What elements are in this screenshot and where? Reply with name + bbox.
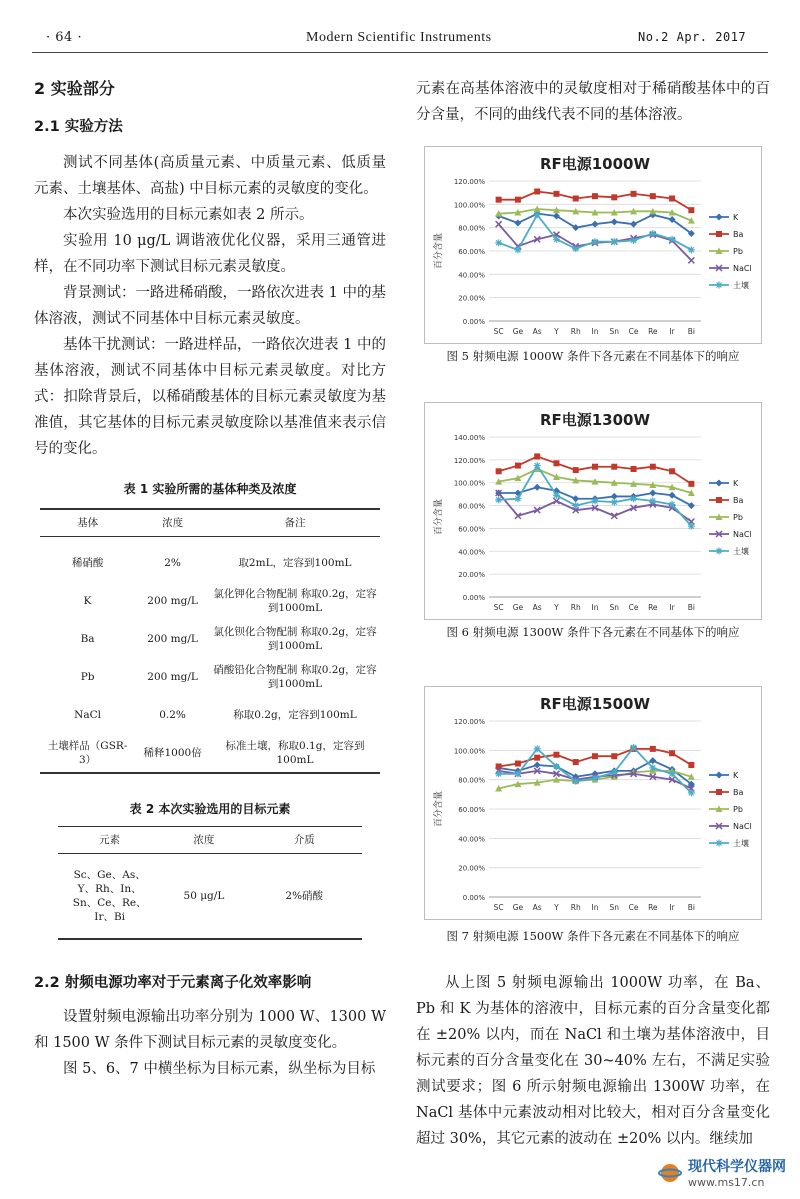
data-point <box>688 257 694 263</box>
data-point <box>649 498 656 505</box>
data-point <box>611 464 617 470</box>
legend-label: Pb <box>733 513 743 522</box>
paragraph: 元素在高基体溶液中的灵敏度相对于稀硝酸基体中的百分含量，不同的曲线代表不同的基体溶液。 <box>416 81 770 123</box>
data-point <box>572 495 579 502</box>
table-row <box>40 658 380 696</box>
y-tick-label: 20.00% <box>458 571 485 580</box>
legend-label: Pb <box>733 805 743 814</box>
table-cell: 氯化钡化合物配制 称取0.2g，定容到1000mL <box>213 626 377 652</box>
table-header: 介质 <box>246 827 362 854</box>
y-tick-label: 40.00% <box>458 835 485 844</box>
data-point <box>688 246 695 253</box>
table-1-grid <box>40 508 380 774</box>
data-point <box>649 490 656 497</box>
table-cell: K <box>83 595 92 607</box>
data-point <box>553 492 560 499</box>
data-point <box>592 498 599 505</box>
data-point <box>716 497 722 503</box>
x-tick-label: Sn <box>609 603 620 612</box>
data-point <box>553 498 559 504</box>
table-2-caption: 表 2 本次实验选用的目标元素 <box>129 802 291 816</box>
x-tick-label: In <box>591 903 599 912</box>
data-point <box>592 238 599 245</box>
y-tick-label: 100.00% <box>453 201 485 210</box>
paragraph: 从上图 5 射频电源输出 1000W 功率，在 Ba、Pb 和 K 为基体的溶液中，目标元素的百分含量变化都在 ±20% 以内，而在 NaCl 和土壤为基体溶液中，目标元素的百分含量变化在 30~40% 左右，不满足实验测试要求；图 6 所示射频电源输出 1300W 功率，在 NaCl 基体中元素波动相对比较大，相对百分含量变化超过 30%，其它元素的波动在 ±20% 以内。继续加 <box>416 975 770 1147</box>
data-point <box>716 548 723 555</box>
table-1-caption: 表 1 实验所需的基体种类及浓度 <box>123 482 297 496</box>
fig6-caption: 图 6 射频电源 1300W 条件下各元素在不同基体下的响应 <box>446 625 740 639</box>
data-point <box>716 480 723 487</box>
table-row <box>40 696 380 734</box>
table-cell: 稀硝酸 <box>71 557 104 569</box>
right-column-body <box>416 970 770 1152</box>
chart-fig5 <box>424 146 762 344</box>
y-tick-label: 20.00% <box>458 864 485 873</box>
data-point <box>716 214 723 221</box>
data-point <box>611 194 617 200</box>
data-point <box>649 764 656 771</box>
data-point <box>495 239 502 246</box>
data-point <box>669 196 675 202</box>
section-2-title: 2 实验部分 <box>34 79 115 98</box>
x-tick-label: Ce <box>628 603 639 612</box>
x-tick-label: As <box>532 603 542 612</box>
data-point <box>495 770 502 777</box>
x-tick-label: Ir <box>669 603 675 612</box>
chart-title: RF电源1000W <box>539 155 651 173</box>
paragraph: 设置射频电源输出功率分别为 1000 W、1300 W 和 1500 W 条件下测试目标元素的灵敏度变化。 <box>34 1009 386 1051</box>
table-2 <box>34 796 386 940</box>
y-axis-label: 百分含量 <box>434 232 444 270</box>
x-tick-label: In <box>591 603 599 612</box>
y-tick-label: 80.00% <box>458 502 485 511</box>
data-point <box>514 246 521 253</box>
y-tick-label: 120.00% <box>453 456 485 465</box>
data-point <box>553 460 559 466</box>
y-tick-label: 40.00% <box>458 548 485 557</box>
data-point <box>553 752 559 758</box>
legend-label: K <box>733 479 739 488</box>
paragraph: 背景测试：一路进稀硝酸，一路依次进表 1 中的基体溶液，测试不同基体中目标元素灵敏度。 <box>34 285 386 327</box>
legend-label: Ba <box>733 230 744 239</box>
table-cell: 200 mg/L <box>147 633 198 645</box>
table-cell: 称取0.2g，定容到100mL <box>233 709 357 721</box>
data-point <box>592 221 599 228</box>
data-point <box>534 745 541 752</box>
table-row <box>40 734 380 773</box>
data-point <box>496 468 502 474</box>
table-cell: 土壤样品（GSR-3） <box>40 734 135 773</box>
x-tick-label: Ce <box>628 903 639 912</box>
y-tick-label: 40.00% <box>458 271 485 280</box>
x-tick-label: Re <box>648 603 658 612</box>
data-point <box>515 197 521 203</box>
x-tick-label: Bi <box>687 903 695 912</box>
data-point <box>669 770 676 777</box>
x-tick-label: In <box>591 327 599 336</box>
data-point <box>611 238 618 245</box>
y-tick-label: 0.00% <box>462 594 485 602</box>
x-tick-label: As <box>532 327 542 336</box>
issue-info: No.2 Apr. 2017 <box>638 30 747 44</box>
watermark <box>658 1156 786 1189</box>
x-tick-label: Rh <box>570 903 581 912</box>
y-tick-label: 100.00% <box>453 479 485 488</box>
x-tick-label: Sn <box>609 903 620 912</box>
table-cell: 2% <box>164 557 181 569</box>
x-tick-label: Bi <box>687 603 695 612</box>
data-point <box>650 746 656 752</box>
table-header: 浓度 <box>135 509 210 537</box>
table-cell: 取2mL，定容到100mL <box>238 557 352 569</box>
legend-label: NaCl <box>733 530 752 539</box>
paragraph: 测试不同基体(高质量元素、中质量元素、低质量元素、土壤基体、高盐) 中目标元素的灵敏度的变化。 <box>34 155 386 197</box>
header-rule <box>32 52 768 53</box>
data-point <box>514 770 521 777</box>
data-point <box>573 759 579 765</box>
journal-name: Modern Scientific Instruments <box>306 30 492 45</box>
data-point <box>688 502 695 509</box>
table-cell: Pb <box>80 671 95 683</box>
data-point <box>592 193 598 199</box>
chart-fig7 <box>424 686 762 920</box>
data-point <box>716 772 723 779</box>
x-tick-label: Rh <box>570 327 581 336</box>
data-point <box>534 211 541 218</box>
data-point <box>688 762 694 768</box>
data-point <box>630 495 637 502</box>
y-tick-label: 60.00% <box>458 248 485 256</box>
table-cell: 50 μg/L <box>161 854 246 940</box>
table-cell: 硝酸铅化合物配制 称取0.2g，定容到1000mL <box>213 664 377 690</box>
data-point <box>631 466 637 472</box>
table-cell: 稀释1000倍 <box>135 734 210 773</box>
page-number: · 64 · <box>46 30 83 45</box>
legend-label: K <box>733 213 739 222</box>
legend-label: NaCl <box>733 264 752 273</box>
data-point <box>534 462 541 469</box>
data-point <box>611 499 618 506</box>
x-tick-label: Re <box>648 327 658 336</box>
data-point <box>553 191 559 197</box>
data-point <box>611 753 617 759</box>
y-tick-label: 0.00% <box>462 318 485 326</box>
data-point <box>688 523 695 530</box>
table-cell: 氯化钾化合物配制 称取0.2g，定容到1000mL <box>213 588 377 614</box>
data-point <box>514 495 521 502</box>
data-point <box>592 753 598 759</box>
data-point <box>716 840 723 847</box>
legend-label: 土壤 <box>733 547 749 556</box>
data-point <box>669 750 675 756</box>
table-header: 元素 <box>58 827 161 854</box>
x-tick-label: SC <box>493 903 504 912</box>
paragraph: 基体干扰测试：一路进样品，一路依次进表 1 中的基体溶液，测试不同基体中目标元素灵敏度。对比方式：扣除背景后，以稀硝酸基体的目标元素灵敏度为基准值，其它基体的目标元素灵敏度除以基准值来表示信号的变化。 <box>34 337 386 457</box>
table-header: 基体 <box>40 509 135 537</box>
data-point <box>611 769 618 776</box>
table-row <box>40 620 380 658</box>
globe-logo-icon <box>658 1162 684 1184</box>
table-header: 浓度 <box>161 827 246 854</box>
y-tick-label: 120.00% <box>453 718 485 726</box>
watermark-url: www.ms17.cn <box>688 1176 765 1189</box>
table-cell: NaCl <box>74 709 102 721</box>
table-cell: 200 mg/L <box>147 671 198 683</box>
data-point <box>515 761 521 767</box>
y-tick-label: 120.00% <box>453 178 485 186</box>
x-tick-label: Ge <box>512 327 524 336</box>
x-tick-label: Ge <box>512 903 524 912</box>
paragraph: 实验用 10 μg/L 调谐液优化仪器，采用三通管进样，在不同功率下测试目标元素灵敏度。 <box>34 233 386 275</box>
data-point <box>631 191 637 197</box>
table-cell: 标准土壤，称取0.1g，定容到100mL <box>210 734 380 773</box>
data-point <box>553 763 560 770</box>
fig7-caption: 图 7 射频电源 1500W 条件下各元素在不同基体下的响应 <box>446 929 740 943</box>
data-point <box>496 197 502 203</box>
table-cell: Sc、Ge、As、Y、Rh、In、Sn、Ce、Re、Ir、Bi <box>58 854 161 940</box>
data-point <box>515 463 521 469</box>
chart-fig6 <box>424 402 762 620</box>
x-tick-label: Ir <box>669 327 675 336</box>
data-point <box>573 196 579 202</box>
table-cell: 0.2% <box>159 709 186 721</box>
legend-label: Ba <box>733 788 744 797</box>
data-point <box>716 282 723 289</box>
data-point <box>592 464 598 470</box>
data-point <box>534 484 541 491</box>
data-point <box>534 453 540 459</box>
data-point <box>572 245 579 252</box>
legend-label: 土壤 <box>733 839 749 848</box>
data-point <box>534 189 540 195</box>
data-point <box>534 755 540 761</box>
section-2-2-title: 2.2 射频电源功率对于元素离子化效率影响 <box>34 975 312 991</box>
table-cell: 2%硝酸 <box>246 854 362 940</box>
data-point <box>592 775 599 782</box>
paragraph: 图 5、6、7 中横坐标为目标元素，纵坐标为目标 <box>63 1061 376 1077</box>
x-tick-label: Y <box>554 903 559 912</box>
x-tick-label: SC <box>493 327 504 336</box>
y-tick-label: 80.00% <box>458 776 485 785</box>
data-point <box>716 231 722 237</box>
legend-label: 土壤 <box>733 281 749 290</box>
data-point <box>669 492 676 499</box>
y-tick-label: 20.00% <box>458 294 485 303</box>
y-tick-label: 0.00% <box>462 894 485 902</box>
watermark-name: 现代科学仪器网 <box>688 1159 786 1175</box>
legend-label: Pb <box>733 247 743 256</box>
legend-label: NaCl <box>733 822 752 831</box>
x-tick-label: Y <box>554 603 559 612</box>
data-point <box>630 237 637 244</box>
data-point <box>649 230 656 237</box>
table-row <box>40 582 380 620</box>
x-tick-label: Ce <box>628 327 639 336</box>
data-point <box>573 467 579 473</box>
data-point <box>688 481 694 487</box>
x-tick-label: Ge <box>512 603 524 612</box>
y-axis-label: 百分含量 <box>434 498 444 536</box>
data-point <box>514 220 521 227</box>
y-tick-label: 140.00% <box>453 434 485 442</box>
x-tick-label: Bi <box>687 327 695 336</box>
left-column <box>34 76 386 1082</box>
chart-title: RF电源1500W <box>539 695 651 713</box>
x-tick-label: Sn <box>609 327 620 336</box>
x-tick-label: Y <box>554 327 559 336</box>
y-tick-label: 100.00% <box>453 747 485 756</box>
chart-title: RF电源1300W <box>539 411 651 429</box>
legend-label: K <box>733 771 739 780</box>
table-header: 备注 <box>210 509 380 537</box>
x-tick-label: SC <box>493 603 504 612</box>
x-tick-label: Rh <box>570 603 581 612</box>
table-cell: Ba <box>80 633 95 645</box>
table-cell: 200 mg/L <box>147 595 198 607</box>
y-tick-label: 80.00% <box>458 224 485 233</box>
data-point <box>650 193 656 199</box>
right-column-intro <box>416 76 770 128</box>
legend-label: Ba <box>733 496 744 505</box>
data-point <box>669 236 676 243</box>
data-point <box>688 789 695 796</box>
data-point <box>572 778 579 785</box>
data-point <box>669 468 675 474</box>
data-point <box>669 501 676 508</box>
y-tick-label: 60.00% <box>458 806 485 814</box>
data-point <box>611 218 618 225</box>
data-point <box>496 221 502 227</box>
data-point <box>572 502 579 509</box>
data-point <box>495 496 502 503</box>
table-row <box>40 537 380 583</box>
section-2-1-title: 2.1 实验方法 <box>34 119 123 135</box>
table-1 <box>34 476 386 774</box>
data-point <box>630 221 637 228</box>
table-2-grid <box>58 826 362 940</box>
x-tick-label: As <box>532 903 542 912</box>
data-point <box>716 789 722 795</box>
x-tick-label: Ir <box>669 903 675 912</box>
x-tick-label: Re <box>648 903 658 912</box>
data-point <box>649 757 656 764</box>
fig5-caption: 图 5 射频电源 1000W 条件下各元素在不同基体下的响应 <box>446 349 740 363</box>
y-axis-label: 百分含量 <box>434 790 444 828</box>
y-tick-label: 60.00% <box>458 525 485 534</box>
data-point <box>650 464 656 470</box>
data-point <box>630 744 637 751</box>
data-point <box>553 236 560 243</box>
paragraph: 本次实验选用的目标元素如表 2 所示。 <box>63 207 314 223</box>
data-point <box>688 207 694 213</box>
